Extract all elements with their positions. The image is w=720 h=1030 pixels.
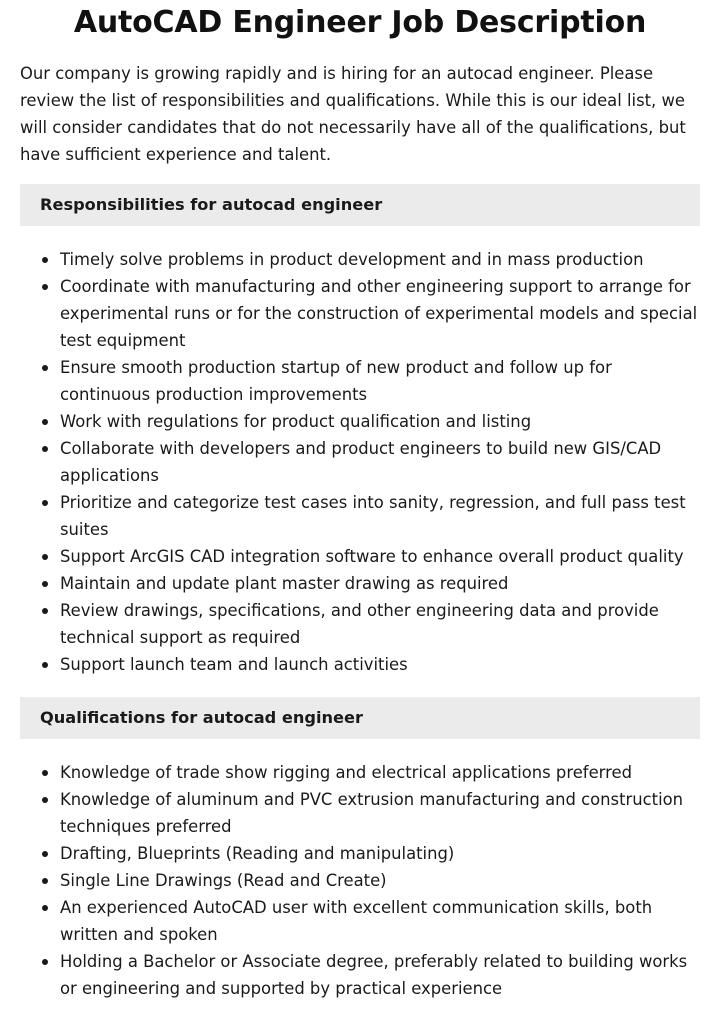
list-item-text: Work with regulations for product qualification and listing xyxy=(60,412,532,431)
list-item xyxy=(60,354,700,408)
bullet-icon xyxy=(42,662,48,668)
bullet-icon xyxy=(42,419,48,425)
list-item xyxy=(60,597,700,651)
qualifications-heading: Qualifications for autocad engineer xyxy=(20,697,700,739)
list-item-text: Drafting, Blueprints (Reading and manipulating) xyxy=(60,844,455,863)
list-item xyxy=(60,273,700,354)
bullet-icon xyxy=(42,446,48,452)
list-item xyxy=(60,867,700,894)
bullet-icon xyxy=(42,608,48,614)
list-item xyxy=(60,435,700,489)
list-item-text: Holding a Bachelor or Associate degree, preferably related to building works or engineering and supported by practical experience xyxy=(60,952,688,998)
list-item xyxy=(60,489,700,543)
list-item-text: Maintain and update plant master drawing as required xyxy=(60,574,509,593)
bullet-icon xyxy=(42,554,48,560)
list-item-text: Support launch team and launch activities xyxy=(60,655,408,674)
intro-paragraph: Our company is growing rapidly and is hiring for an autocad engineer. Please review the list of responsibilities and qualifications. While this is our ideal list, we will consider candidates that do not necessarily have all of the qualifications, but have sufficient experience and talent. xyxy=(20,64,686,164)
bullet-icon xyxy=(42,851,48,857)
list-item xyxy=(60,759,700,786)
list-item xyxy=(60,543,700,570)
bullet-icon xyxy=(42,257,48,263)
list-item-text: Prioritize and categorize test cases into sanity, regression, and full pass test suites xyxy=(60,493,686,539)
bullet-icon xyxy=(42,878,48,884)
list-item xyxy=(60,948,700,1002)
list-item xyxy=(60,570,700,597)
list-item-text: Collaborate with developers and product engineers to build new GIS/CAD applications xyxy=(60,439,662,485)
list-item-text: Timely solve problems in product development and in mass production xyxy=(60,250,644,269)
bullet-icon xyxy=(42,581,48,587)
page-title: AutoCAD Engineer Job Description xyxy=(73,5,647,40)
list-item-text: Knowledge of aluminum and PVC extrusion manufacturing and construction techniques preferred xyxy=(60,790,684,836)
bullet-icon xyxy=(42,959,48,965)
bullet-icon xyxy=(42,365,48,371)
list-item xyxy=(60,246,700,273)
list-item xyxy=(60,651,700,678)
list-item-text: Ensure smooth production startup of new product and follow up for continuous production improvements xyxy=(60,358,612,404)
bullet-icon xyxy=(42,500,48,506)
list-item xyxy=(60,786,700,840)
responsibilities-list xyxy=(20,246,700,678)
list-item-text: Coordinate with manufacturing and other engineering support to arrange for experimental runs or for the construction of experimental models and special test equipment xyxy=(60,277,698,350)
bullet-icon xyxy=(42,905,48,911)
list-item xyxy=(60,894,700,948)
list-item-text: Single Line Drawings (Read and Create) xyxy=(60,871,387,890)
bullet-icon xyxy=(42,797,48,803)
list-item xyxy=(60,840,700,867)
bullet-icon xyxy=(42,770,48,776)
list-item-text: Support ArcGIS CAD integration software to enhance overall product quality xyxy=(60,547,684,566)
list-item-text: Review drawings, specifications, and other engineering data and provide technical support as required xyxy=(60,601,659,647)
bullet-icon xyxy=(42,284,48,290)
list-item xyxy=(60,408,700,435)
qualifications-list xyxy=(20,759,700,1002)
list-item-text: Knowledge of trade show rigging and electrical applications preferred xyxy=(60,763,632,782)
responsibilities-heading: Responsibilities for autocad engineer xyxy=(20,184,700,226)
list-item-text: An experienced AutoCAD user with excellent communication skills, both written and spoken xyxy=(60,898,653,944)
